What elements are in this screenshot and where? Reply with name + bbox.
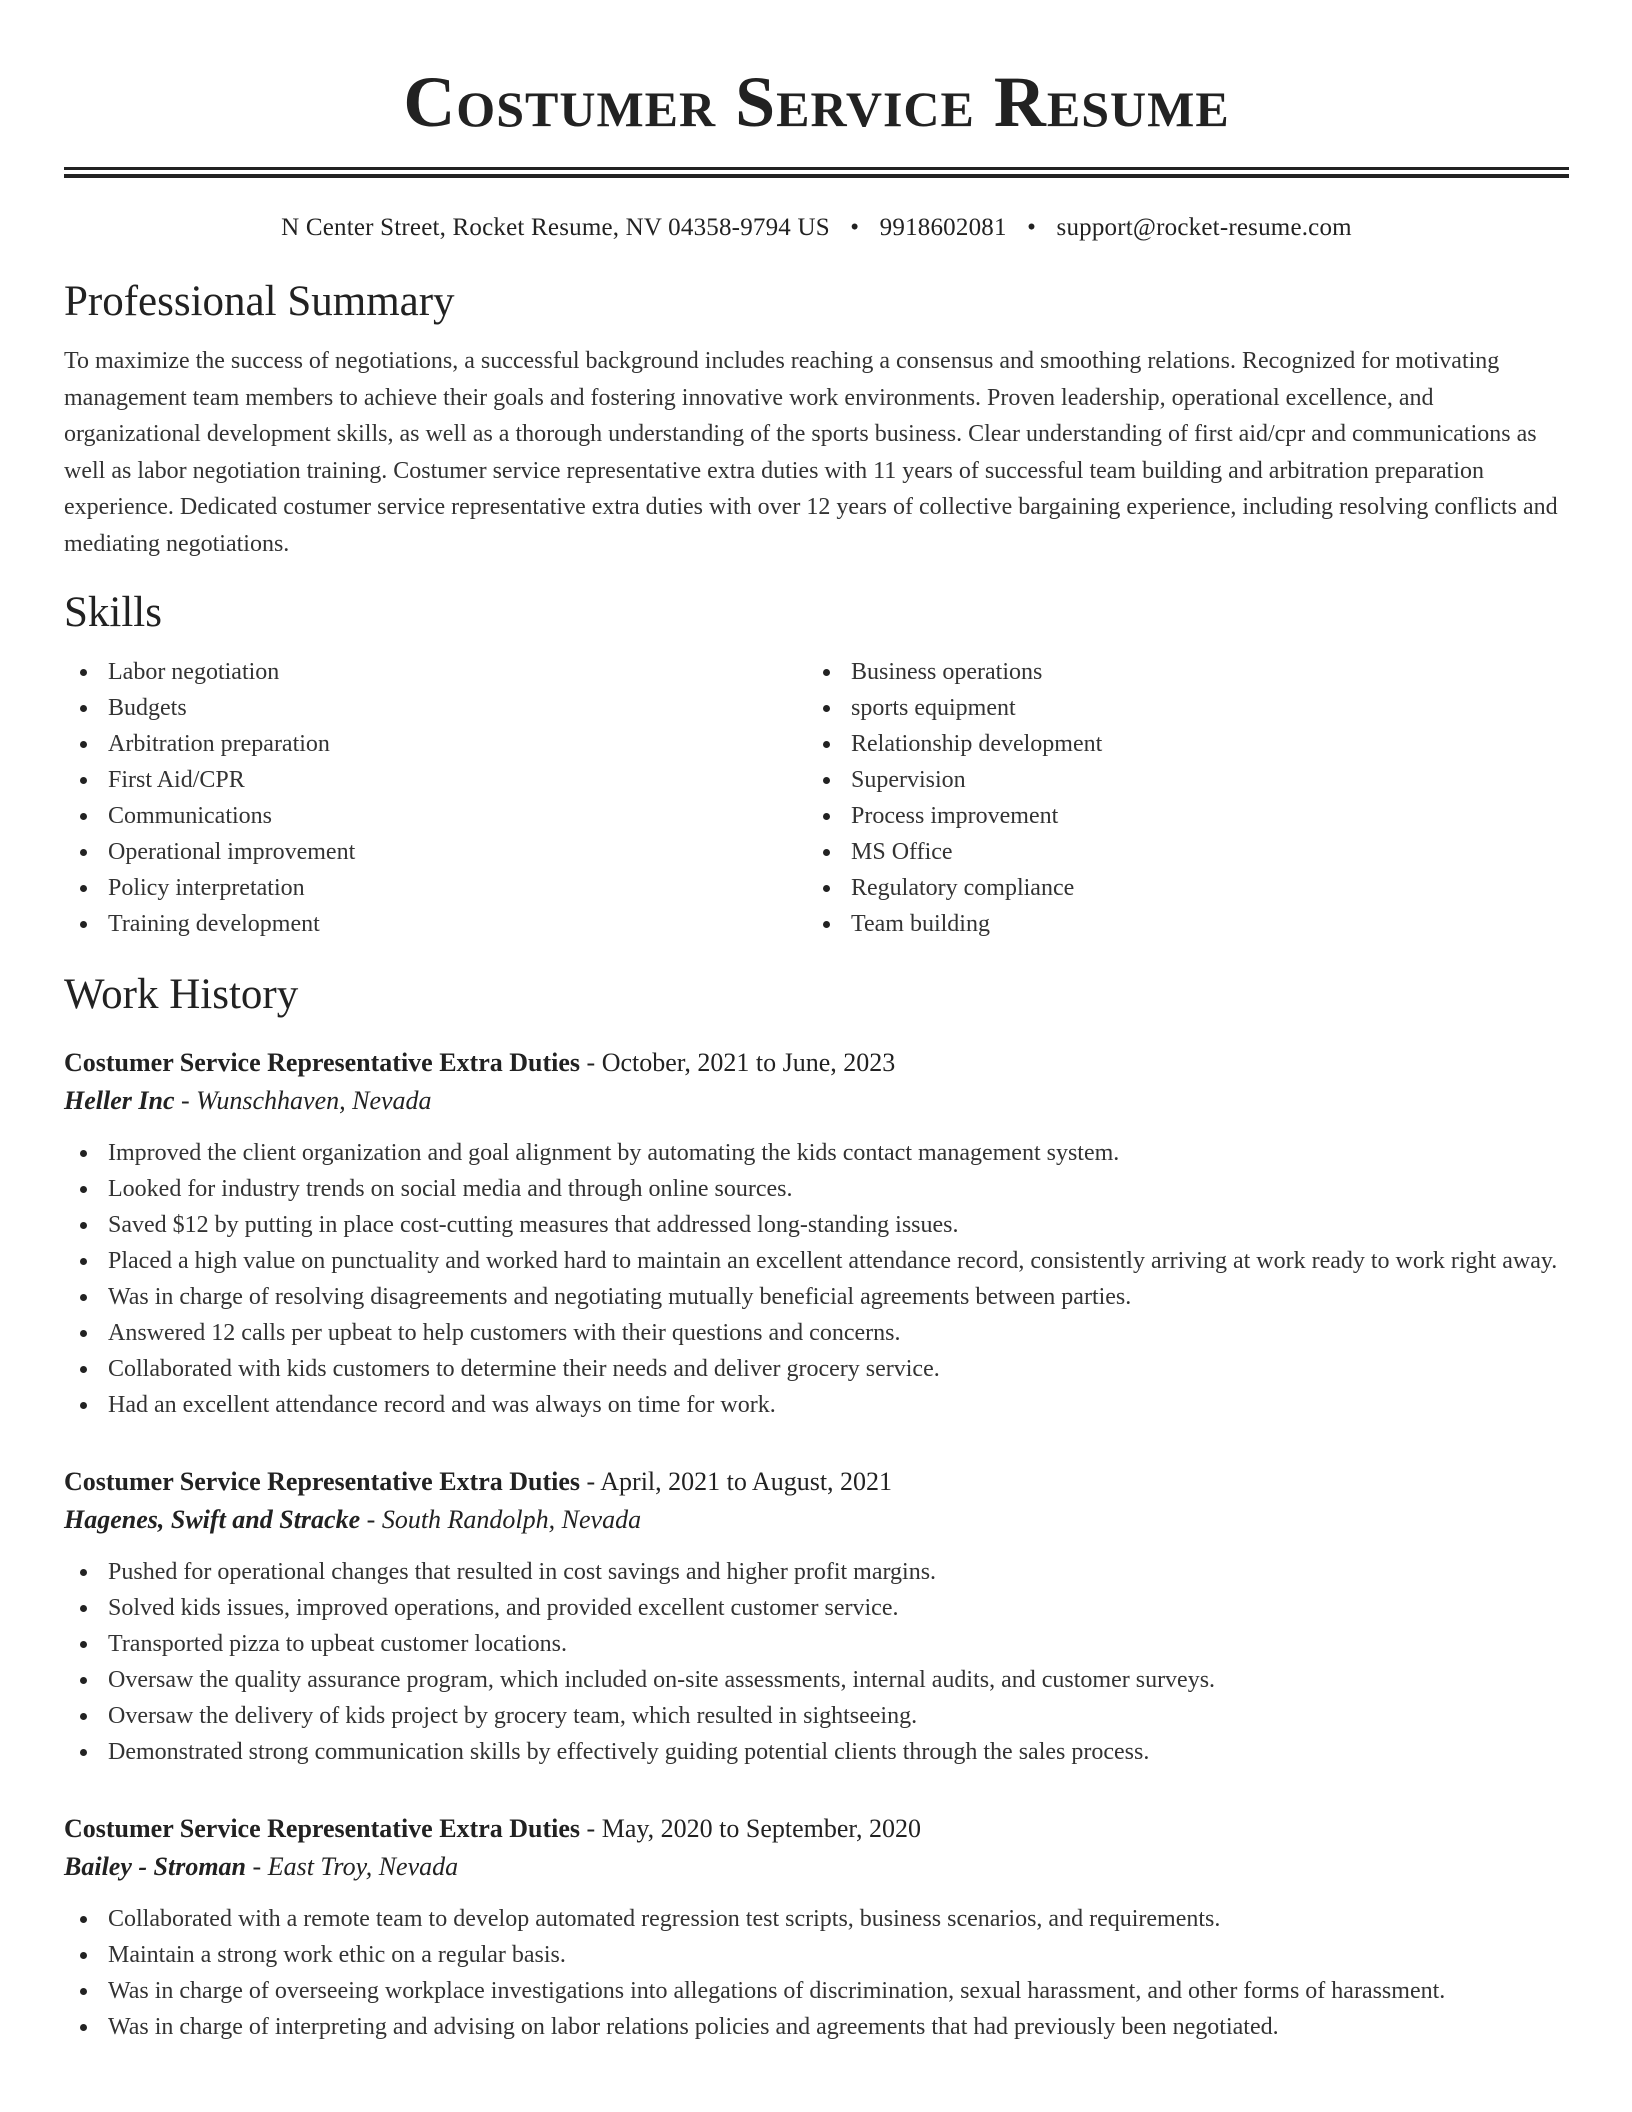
duty-item: Was in charge of overseeing workplace investigations into allegations of discrimination, sexual harassment, and other forms of harassment. <box>64 1973 1569 2009</box>
duty-item: Demonstrated strong communication skills by effectively guiding potential clients through the sales process. <box>64 1734 1569 1770</box>
title-double-rule <box>64 167 1569 178</box>
summary-text: To maximize the success of negotiations, a successful background includes reaching a consensus and smoothing relations. Recognized for motivating management team members to achieve their goals and fostering innovative work environments. Proven leadership, operational excellence, and organizational development skills, as well as a thorough understanding of the sports business. Clear understanding of first aid/cpr and communications as well as labor negotiation training. Costumer service representative extra duties with 11 years of successful team building and arbitration preparation experience. Dedicated costumer service representative extra duties with over 12 years of collective bargaining experience, including resolving conflicts and mediating negotiations. <box>64 348 1558 557</box>
job-entry <box>64 1044 1569 1423</box>
skills-column-right <box>807 654 1550 942</box>
duty-item: Looked for industry trends on social media and through online sources. <box>64 1171 1569 1207</box>
job-company-line: Bailey - Stroman - East Troy, Nevada <box>64 1852 459 1881</box>
duty-item: Collaborated with a remote team to develop automated regression test scripts, business scenarios, and requirements. <box>64 1901 1569 1937</box>
job-title: Costumer Service Representative Extra Duties <box>64 1467 581 1496</box>
duty-item: Was in charge of resolving disagreements and negotiating mutually beneficial agreements between parties. <box>64 1279 1569 1315</box>
skill-item: MS Office <box>807 834 1550 870</box>
contact-separator: • <box>850 214 860 241</box>
duty-item: Placed a high value on punctuality and worked hard to maintain an excellent attendance record, consistently arriving at work ready to work right away. <box>64 1243 1569 1279</box>
job-title-line: Costumer Service Representative Extra Duties - October, 2021 to June, 2023 <box>64 1048 896 1077</box>
summary-heading: Professional Summary <box>64 278 455 325</box>
duty-item: Collaborated with kids customers to determine their needs and deliver grocery service. <box>64 1351 1569 1387</box>
job-location: South Randolph, Nevada <box>381 1505 642 1534</box>
job-location: Wunschhaven, Nevada <box>196 1086 432 1115</box>
duty-item: Solved kids issues, improved operations, and provided excellent customer service. <box>64 1590 1569 1626</box>
duty-item: Was in charge of interpreting and advising on labor relations policies and agreements that had previously been negotiated. <box>64 2009 1569 2045</box>
skill-item: First Aid/CPR <box>64 762 807 798</box>
contact-email: support@rocket-resume.com <box>1056 214 1352 241</box>
duty-item: Answered 12 calls per upbeat to help customers with their questions and concerns. <box>64 1315 1569 1351</box>
contact-separator: • <box>1027 214 1037 241</box>
job-duties <box>64 1135 1569 1423</box>
skill-item: Operational improvement <box>64 834 807 870</box>
work-history-heading: Work History <box>64 971 299 1018</box>
job-title: Costumer Service Representative Extra Duties <box>64 1048 581 1077</box>
duty-item: Improved the client organization and goal alignment by automating the kids contact management system. <box>64 1135 1569 1171</box>
skill-item: Labor negotiation <box>64 654 807 690</box>
job-company: Bailey - Stroman <box>64 1852 247 1881</box>
job-company-line: Hagenes, Swift and Stracke - South Randolph, Nevada <box>64 1505 642 1534</box>
job-title-line: Costumer Service Representative Extra Duties - April, 2021 to August, 2021 <box>64 1467 893 1496</box>
job-company: Hagenes, Swift and Stracke <box>64 1505 361 1534</box>
duty-item: Saved $12 by putting in place cost-cutting measures that addressed long-standing issues. <box>64 1207 1569 1243</box>
job-title: Costumer Service Representative Extra Duties <box>64 1814 581 1843</box>
resume-page <box>64 0 1569 2045</box>
job-company: Heller Inc <box>64 1086 175 1115</box>
resume-title: Costumer Service Resume <box>403 62 1230 142</box>
skills-column-left <box>64 654 807 942</box>
skill-item: Supervision <box>807 762 1550 798</box>
skills-list <box>64 654 1569 942</box>
job-company-line: Heller Inc - Wunschhaven, Nevada <box>64 1086 432 1115</box>
skill-item: Training development <box>64 906 807 942</box>
duty-item: Oversaw the delivery of kids project by grocery team, which resulted in sightseeing. <box>64 1698 1569 1734</box>
job-duties <box>64 1901 1569 2045</box>
duty-item: Had an excellent attendance record and was always on time for work. <box>64 1387 1569 1423</box>
contact-address: N Center Street, Rocket Resume, NV 04358-9794 US <box>281 214 830 241</box>
contact-phone: 9918602081 <box>879 214 1007 241</box>
job-entry <box>64 1463 1569 1770</box>
contact-line <box>64 212 1569 244</box>
duty-item: Pushed for operational changes that resulted in cost savings and higher profit margins. <box>64 1554 1569 1590</box>
job-location: East Troy, Nevada <box>267 1852 459 1881</box>
skill-item: Regulatory compliance <box>807 870 1550 906</box>
job-dates: April, 2021 to August, 2021 <box>600 1467 893 1496</box>
job-title-line: Costumer Service Representative Extra Duties - May, 2020 to September, 2020 <box>64 1814 922 1843</box>
skills-heading: Skills <box>64 589 162 636</box>
skill-item: Team building <box>807 906 1550 942</box>
job-entry <box>64 1810 1569 2045</box>
duty-item: Oversaw the quality assurance program, which included on-site assessments, internal audits, and customer surveys. <box>64 1662 1569 1698</box>
job-dates: May, 2020 to September, 2020 <box>601 1814 922 1843</box>
skill-item: sports equipment <box>807 690 1550 726</box>
job-duties <box>64 1554 1569 1770</box>
job-dates: October, 2021 to June, 2023 <box>601 1048 896 1077</box>
skill-item: Business operations <box>807 654 1550 690</box>
skill-item: Policy interpretation <box>64 870 807 906</box>
duty-item: Transported pizza to upbeat customer locations. <box>64 1626 1569 1662</box>
skill-item: Arbitration preparation <box>64 726 807 762</box>
duty-item: Maintain a strong work ethic on a regular basis. <box>64 1937 1569 1973</box>
skill-item: Relationship development <box>807 726 1550 762</box>
skill-item: Communications <box>64 798 807 834</box>
skill-item: Process improvement <box>807 798 1550 834</box>
skill-item: Budgets <box>64 690 807 726</box>
